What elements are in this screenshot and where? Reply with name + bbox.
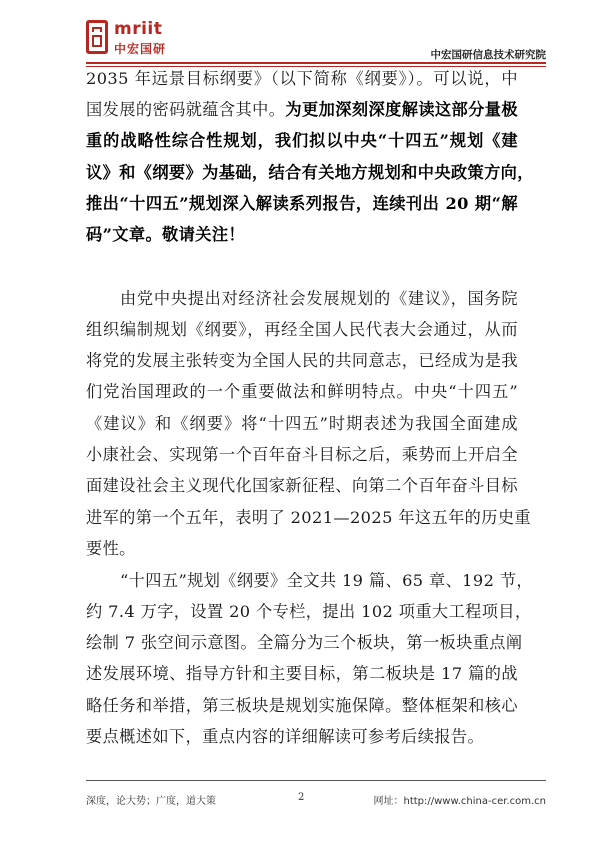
text-line: 将党的发展主张转变为全国人民的共同意志，已经成为是我	[86, 351, 518, 370]
text-line: 略任务和举措，第三板块是规划实施保障。整体框架和核心	[86, 696, 518, 715]
text-line: “十四五”规划《纲要》全文共 19 篇、65 章、192 节，	[120, 571, 533, 590]
text-line: 组织编制规划《纲要》，再经全国人民代表大会通过，从而	[86, 320, 518, 339]
bold-text-line: 推出“十四五”规划深入解读系列报告，连续刊出 20 期“解	[86, 194, 518, 213]
logo-text-en: mriit	[114, 19, 163, 39]
logo-mark-icon	[86, 20, 108, 54]
text-line: 述发展环境、指导方针和主要目标，第二板块是 17 篇的战	[86, 664, 518, 683]
text-line: 们党治国理政的一个重要做法和鲜明特点。中央“十四五”	[86, 382, 518, 401]
text-line	[86, 99, 518, 121]
text-line: 2035 年远景目标纲要》（以下简称《纲要》）。可以说，中	[86, 69, 518, 88]
logo-text-cn: 中宏国研	[114, 42, 167, 56]
bold-text-span: 为更加深刻深度解读这部分量极	[285, 100, 518, 119]
text-span: 国发展的密码就蕴含其中。	[86, 100, 286, 119]
text-line: 要性。	[86, 539, 136, 558]
bold-text-line: 重的战略性综合性规划，我们拟以中央“十四五”规划《建	[86, 131, 518, 150]
page-footer	[86, 780, 546, 820]
text-line: 由党中央提出对经济社会发展规划的《建议》，国务院	[120, 289, 518, 308]
text-line: 面建设社会主义现代化国家新征程、向第二个百年奋斗目标	[86, 476, 518, 495]
bold-text-line: 码”文章。敬请关注！	[86, 225, 245, 244]
header-institute-name: 中宏国研信息技术研究院	[430, 49, 546, 61]
text-line: 要点概述如下，重点内容的详细解读可参考后续报告。	[86, 727, 485, 746]
text-line: 约 7.4 万字，设置 20 个专栏，提出 102 项重大工程项目，	[86, 602, 532, 621]
text-line: 《建议》和《纲要》将“十四五”时期表述为我国全面建成	[86, 414, 518, 433]
footer-rule	[86, 780, 546, 781]
bold-text-line: 议》和《纲要》为基础，结合有关地方规划和中央政策方向，	[86, 163, 534, 182]
footer-slogan: 深度，论大势；广度，道大策	[86, 796, 216, 807]
text-line: 小康社会、实现第一个百年奋斗目标之后，乘势而上开启全	[86, 445, 518, 464]
header-rule	[86, 62, 546, 64]
header-rule-thin	[86, 66, 546, 67]
text-line: 进军的第一个五年，表明了 2021—2025 年这五年的历史重	[86, 508, 532, 527]
page-header	[86, 18, 546, 62]
text-line: 绘制 7 张空间示意图。全篇分为三个板块，第一板块重点阐	[86, 633, 523, 652]
mriit-logo	[86, 20, 196, 58]
page-number: 2	[298, 792, 305, 803]
footer-website-link[interactable]: 网址：http://www.china-cer.com.cn	[373, 796, 546, 807]
